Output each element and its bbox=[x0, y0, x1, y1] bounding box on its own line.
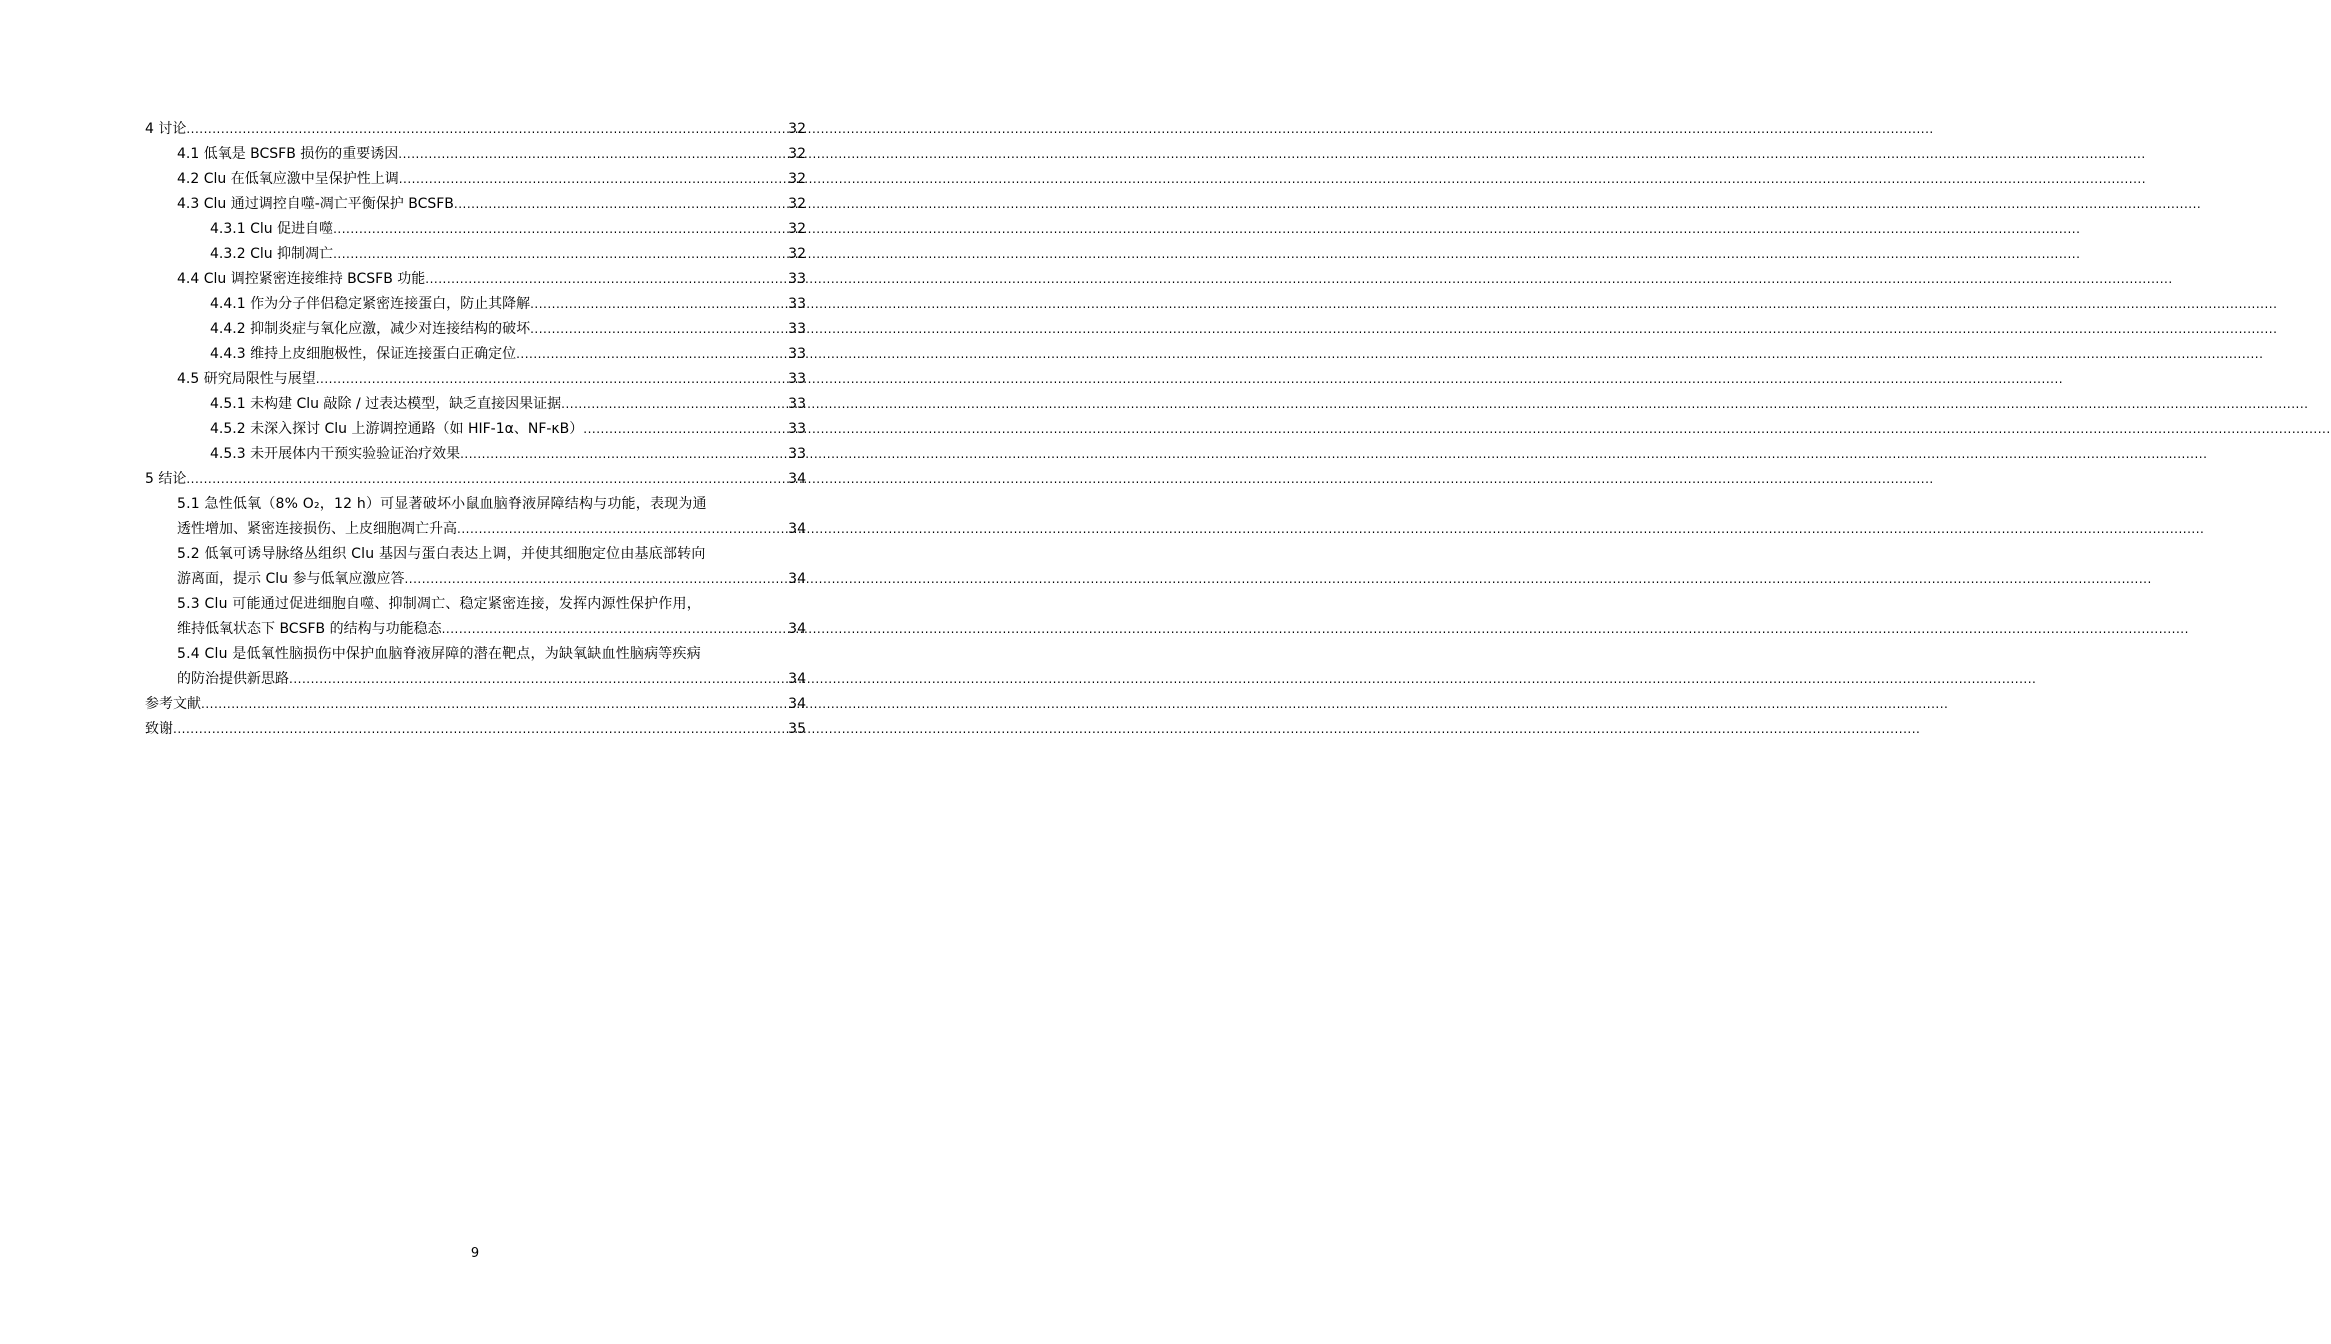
toc-entry-4-3-2[interactable]: 4.3.2 Clu 抑制凋亡 ..... 32 bbox=[145, 242, 806, 267]
toc-entry-4-5-1[interactable]: 4.5.1 未构建 Clu 敲除 / 过表达模型，缺乏直接因果证据 ..... 33 bbox=[145, 392, 806, 417]
toc-entry-4[interactable]: 4 讨论 ..... 32 bbox=[145, 117, 806, 142]
toc-entry-references[interactable]: 参考文献 ..... 34 bbox=[145, 692, 806, 717]
toc-entry-5[interactable]: 5 结论 ..... 34 bbox=[145, 467, 806, 492]
toc-entry-4-1[interactable]: 4.1 低氧是 BCSFB 损伤的重要诱因 ..... 32 bbox=[145, 142, 806, 167]
toc-entry-acknowledgements[interactable]: 致谢 ..... 35 bbox=[145, 717, 806, 742]
toc-entry-5-1[interactable]: 5.1 急性低氧（8% O₂，12 h）可显著破坏小鼠血脑脊液屏障结构与功能，表现为通 透性增加、紧密连接损伤、上皮细胞凋亡升高 ..... 34 bbox=[145, 492, 806, 542]
toc-entry-4-5-3[interactable]: 4.5.3 未开展体内干预实验验证治疗效果 ..... 33 bbox=[145, 442, 806, 467]
toc-entry-5-4[interactable]: 5.4 Clu 是低氧性脑损伤中保护血脑脊液屏障的潜在靶点，为缺氧缺血性脑病等疾病 的防治提供新思路 ..... 34 bbox=[145, 642, 806, 692]
page-number: 9 bbox=[470, 1246, 480, 1261]
toc-entry-4-5-2[interactable]: 4.5.2 未深入探讨 Clu 上游调控通路（如 HIF-1α、NF-κB） ..... 33 bbox=[145, 417, 806, 442]
toc-entry-4-4[interactable]: 4.4 Clu 调控紧密连接维持 BCSFB 功能 ..... 33 bbox=[145, 267, 806, 292]
toc-entry-4-4-2[interactable]: 4.4.2 抑制炎症与氧化应激，减少对连接结构的破坏 ..... 33 bbox=[145, 317, 806, 342]
toc-entry-4-4-3[interactable]: 4.4.3 维持上皮细胞极性，保证连接蛋白正确定位 ..... 33 bbox=[145, 342, 806, 367]
toc-entry-4-3-1[interactable]: 4.3.1 Clu 促进自噬 ..... 32 bbox=[145, 217, 806, 242]
toc-entry-5-2[interactable]: 5.2 低氧可诱导脉络丛组织 Clu 基因与蛋白表达上调，并使其细胞定位由基底部转向 游离面，提示 Clu 参与低氧应激应答 ..... 34 bbox=[145, 542, 806, 592]
toc-entry-4-5[interactable]: 4.5 研究局限性与展望 ..... 33 bbox=[145, 367, 806, 392]
toc-entry-4-2[interactable]: 4.2 Clu 在低氧应激中呈保护性上调 ..... 32 bbox=[145, 167, 806, 192]
toc-entry-5-3[interactable]: 5.3 Clu 可能通过促进细胞自噬、抑制凋亡、稳定紧密连接，发挥内源性保护作用， 维持低氧状态下 BCSFB 的结构与功能稳态 ..... 34 bbox=[145, 592, 806, 642]
table-of-contents bbox=[145, 117, 806, 742]
toc-entry-4-4-1[interactable]: 4.4.1 作为分子伴侣稳定紧密连接蛋白，防止其降解 ..... 33 bbox=[145, 292, 806, 317]
toc-entry-4-3[interactable]: 4.3 Clu 通过调控自噬-凋亡平衡保护 BCSFB ..... 32 bbox=[145, 192, 806, 217]
